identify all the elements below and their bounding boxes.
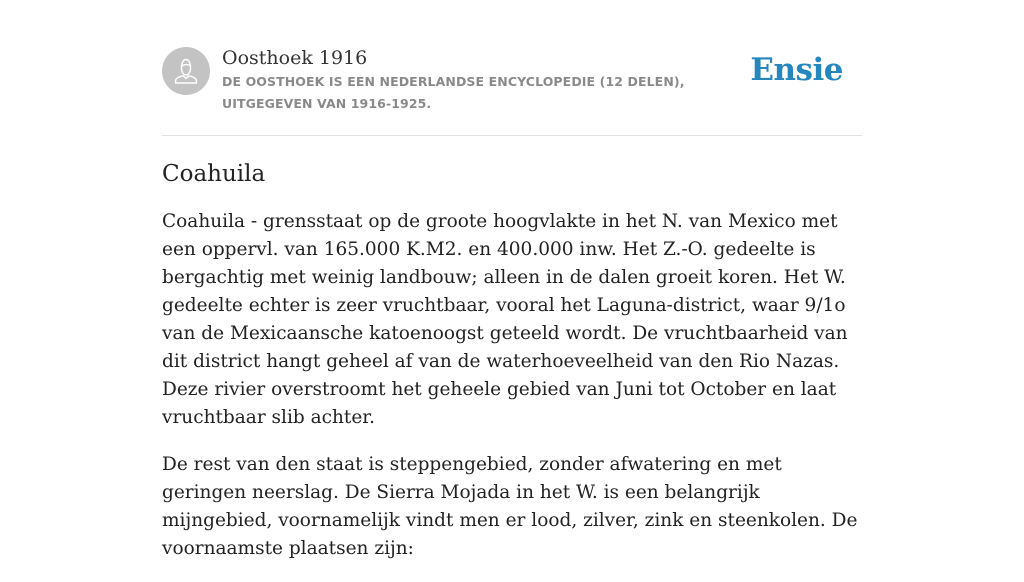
avatar-silhouette (162, 47, 210, 95)
entry-paragraph: Coahuila - grensstaat op de groote hoogvlakte in het N. van Mexico met een oppervl. van 165.000 K.M2. en 400.000 inw. Het Z.-O. gedeelte is bergachtig met weinig landbouw; alleen in de dalen groeit koren. Het W. gedeelte echter is zeer vruchtbaar, vooral het Laguna-district, waar 9/1o van de Mexicaansche katoenoogst geteeld wordt. De vruchtbaarheid van dit district hangt geheel af van de waterhoeveelheid van den Rio Nazas. Deze rivier overstroomt het geheele gebied van Juni tot October en laat vruchtbaar slib achter. (162, 211, 848, 428)
entry-content (162, 156, 868, 582)
source-header (162, 46, 862, 136)
source-title[interactable]: Oosthoek 1916 (222, 47, 368, 69)
source-info (222, 46, 757, 115)
entry-title: Coahuila (162, 161, 266, 187)
user-avatar-icon[interactable] (162, 47, 210, 95)
ensie-logo[interactable]: Ensie (750, 52, 843, 88)
header-divider (162, 135, 862, 136)
entry-paragraph: De rest van den staat is steppengebied, zonder afwatering en met geringen neerslag. De Sierra Mojada in het W. is een belangrijk mijngebied, voornamelijk vindt men er lood, zilver, zink en steenkolen. De voornaamste plaatsen zijn: (162, 454, 858, 559)
source-description: DE OOSTHOEK IS EEN NEDERLANDSE ENCYCLOPEDIE (12 DELEN), UITGEGEVEN VAN 1916-1925. (222, 74, 685, 111)
